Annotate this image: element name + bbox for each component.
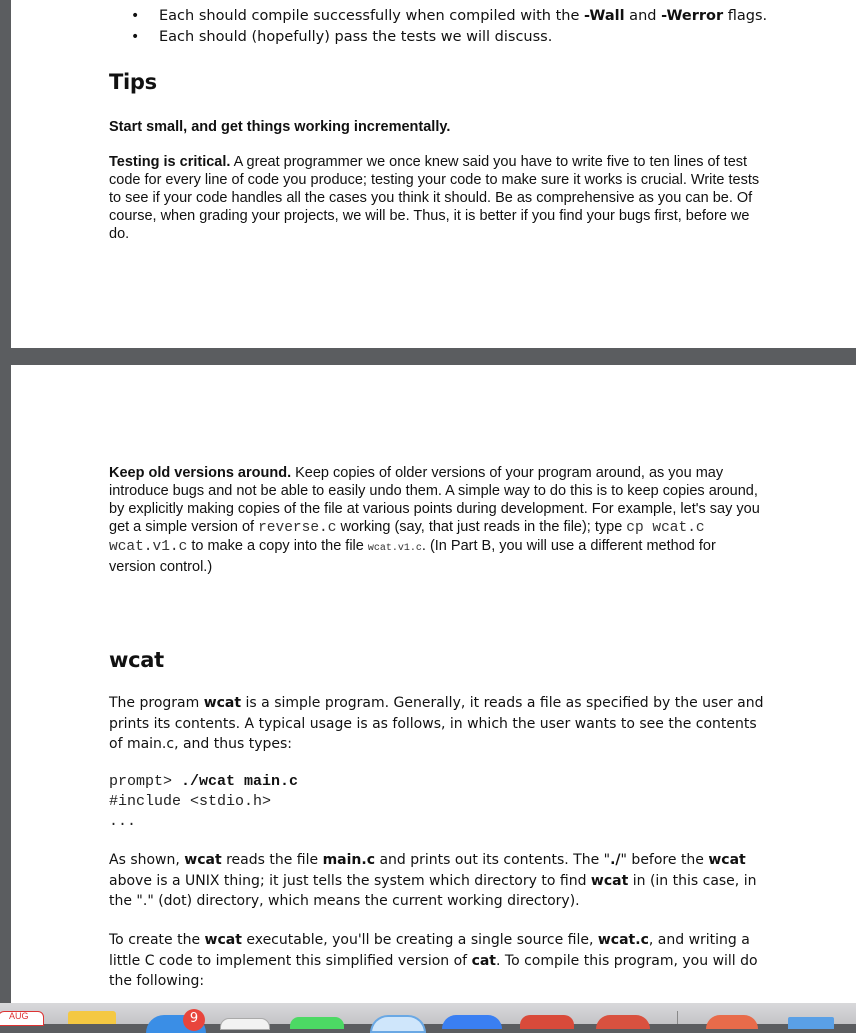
dock-divider: [677, 1011, 678, 1024]
wcat-intro-paragraph: The program wcat is a simple program. Generally, it reads a file as specified by the user and prints its contents. A typical usage is as follows, in which the user wants to see the contents of main.c, and thus types:: [109, 695, 764, 752]
dock: [0, 1003, 856, 1024]
versions-paragraph: Keep old versions around. Keep copies of older versions of your program around, as you may introduce bugs and not be able to easily undo them. A simple way to do this is to keep copies around, by explicitly making copies of the file at various points during development. For example, let's say you get a simple version of reverse.c working (say, that just reads in the file); type cp wcat.c wcat.v1.c to make a copy into the file wcat.v1.c. (In Part B, you will use a different method for version control.): [109, 465, 760, 575]
list-item: • Each should compile successfully when compiled with the -Wall and -Werror flags.: [109, 6, 767, 27]
document-page-2: [11, 365, 856, 1005]
create-paragraph: To create the wcat executable, you'll be creating a single source file, wcat.c, and writing a little C code to implement this simplified version of cat. To compile this program, you will do the following:: [109, 932, 758, 989]
requirements-list: [109, 6, 767, 48]
notes-icon[interactable]: [68, 1011, 116, 1024]
code-example: prompt> ./wcat main.c #include <stdio.h> ...: [109, 773, 299, 830]
mail-badge: 9: [183, 1009, 205, 1031]
preview-icon[interactable]: [220, 1018, 270, 1030]
safari-icon[interactable]: [370, 1015, 426, 1033]
chrome-icon[interactable]: [596, 1015, 650, 1029]
document-page-1: [11, 0, 856, 348]
shown-paragraph: As shown, wcat reads the file main.c and prints out its contents. The "./" before the wcat above is a UNIX thing; it just tells the system which directory to find wcat in (in this case, in the "." (dot) directory, which means the current working directory).: [109, 852, 757, 909]
calendar-label: AUG: [9, 1011, 29, 1021]
testing-paragraph: Testing is critical. A great programmer we once knew said you have to write five to ten lines of test code for every line of code you produce; testing your code to make sure it works is crucial. Write tests to see if your code handles all the cases you think it should. Be as comprehensive as you can be. Of course, when grading your projects, we will be. Thus, it is better if you find your bugs first, before we do.: [109, 154, 760, 242]
start-small-text: Start small, and get things working incrementally.: [109, 119, 451, 135]
list-item: • Each should (hopefully) pass the tests we will discuss.: [109, 27, 767, 48]
tips-heading: Tips: [109, 70, 157, 94]
wcat-heading: wcat: [109, 648, 164, 672]
app-store-icon[interactable]: [442, 1015, 502, 1029]
messages-icon[interactable]: [290, 1017, 344, 1029]
downloads-icon[interactable]: [706, 1015, 758, 1029]
photo-booth-icon[interactable]: [520, 1015, 574, 1029]
folder-icon[interactable]: [788, 1017, 834, 1029]
